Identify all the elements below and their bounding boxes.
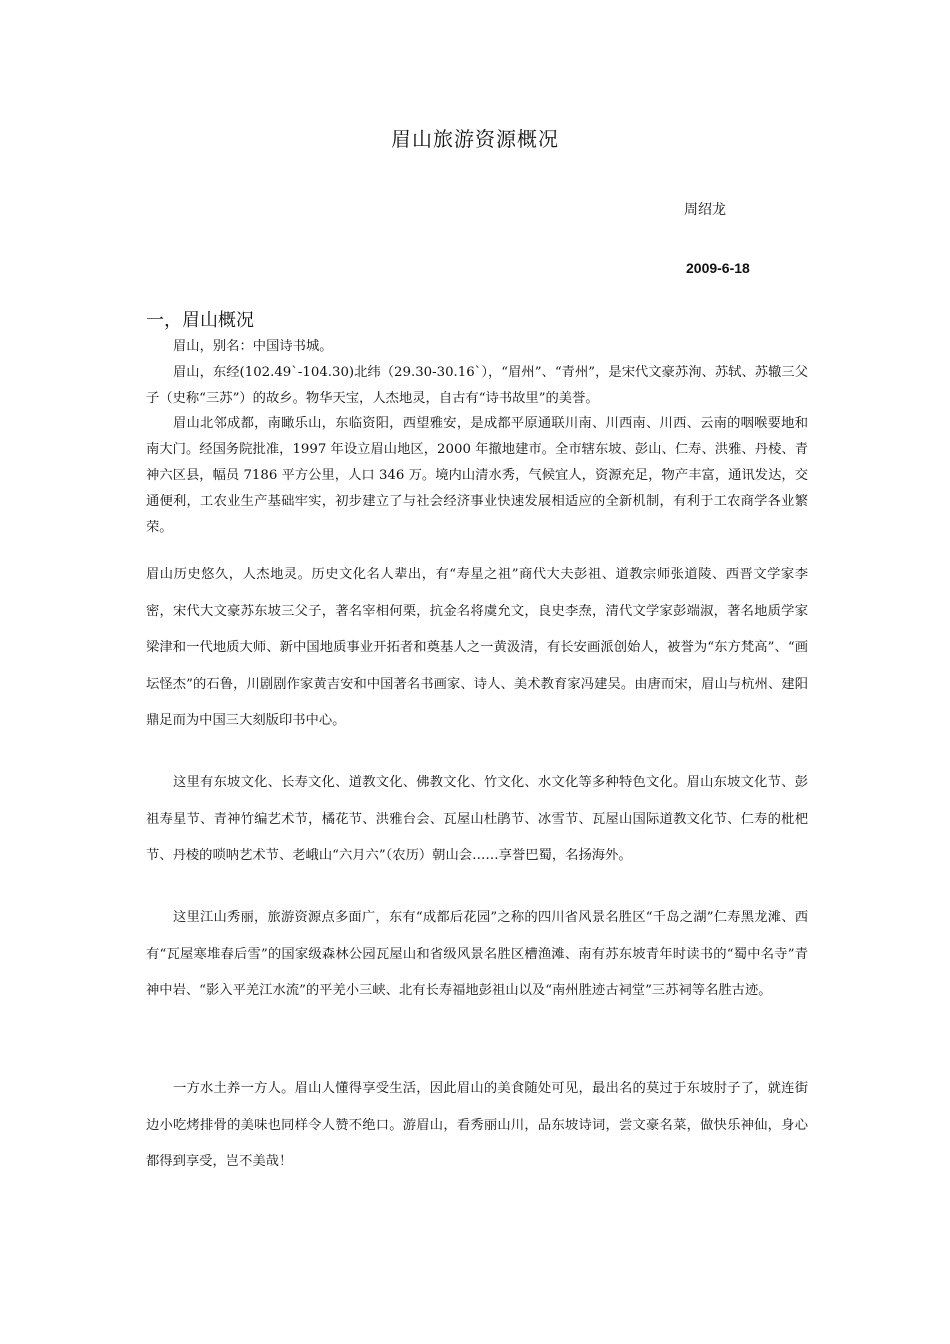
paragraph-food-text: 一方水土养一方人。眉山人懂得享受生活，因此眉山的美食随处可见，最出名的莫过于东坡肘子了，就连街边小吃烤排骨的美味也同样令人赞不绝口。游眉山，看秀丽山川，品东坡诗词，尝文豪名菜，做快乐神仙，身心都得到享受，岂不美哉！	[146, 1081, 808, 1170]
document-title: 眉山旅游资源概况	[391, 127, 559, 151]
paragraph-geography: 眉山北邻成都，南瞰乐山，东临资阳，西望雅安，是成都平原通联川南、川西南、川西、云南的咽喉要地和南大门。经国务院批准，1997 年设立眉山地区，2000 年撤地建市。全市辖东坡、彭山、仁寿、洪雅、丹棱、青神六区县，幅员 7186 平方公里，人口 346 万。境内山清水秀，气候宜人，资源充足，物产丰富，通讯发达，交通便利，工农业生产基础牢实，初步建立了与社会经济事业快速发展相适应的全新机制，有利于工农商学各业繁荣。	[146, 416, 808, 535]
author-name: 周绍龙	[684, 202, 726, 218]
paragraph-food	[146, 1071, 808, 1181]
paragraph-culture	[146, 765, 808, 875]
section-heading: 一，眉山概况	[146, 310, 254, 331]
paragraph-location: 眉山，东经(102.49`-104.30)北纬（29.30-30.16`），“眉州”、“青州”，是宋代文豪苏洵、苏轼、苏辙三父子（史称“三苏”）的故乡。物华天宝，人杰地灵，自古有“诗书故里”的美誉。	[146, 364, 808, 406]
paragraph-scenery	[146, 900, 808, 1010]
paragraph-alias: 眉山，别名：中国诗书城。	[173, 339, 333, 354]
paragraph-scenery-text: 这里江山秀丽，旅游资源点多面广，东有“成都后花园”之称的四川省风景名胜区“千岛之湖”仁寿黑龙滩、西有“瓦屋寒堆春后雪”的国家级森林公园瓦屋山和省级风景名胜区槽渔滩、南有苏东坡青年时读书的“蜀中名寺”青神中岩、“影入平羌江水流”的平羌小三峡、北有长寿福地彭祖山以及“南州胜迹古祠堂”三苏祠等名胜古迹。	[146, 910, 808, 999]
document-date: 2009-6-18	[686, 260, 750, 276]
paragraph-history-text: 眉山历史悠久，人杰地灵。历史文化名人辈出，有“寿星之祖”商代大夫彭祖、道教宗师张道陵、西晋文学家李密，宋代大文豪苏东坡三父子，著名宰相何栗，抗金名将虞允文，良史李焘，清代文学家彭端淑，著名地质学家梁津和一代地质大师、新中国地质事业开拓者和奠基人之一黄汲清，有长安画派创始人，被誉为“东方梵高”、“画坛怪杰”的石鲁，川剧剧作家黄吉安和中国著名书画家、诗人、美术教育家冯建吴。由唐而宋，眉山与杭州、建阳鼎足而为中国三大刻版印书中心。	[146, 567, 808, 729]
paragraph-history	[146, 557, 808, 740]
paragraph-culture-text: 这里有东坡文化、长寿文化、道教文化、佛教文化、竹文化、水文化等多种特色文化。眉山东坡文化节、彭祖寿星节、青神竹编艺术节，橘花节、洪雅台会、瓦屋山杜鹃节、冰雪节、瓦屋山国际道教文化节、仁寿的枇杷节、丹棱的唢呐艺术节、老峨山“六月六”（农历）朝山会……享誉巴蜀，名扬海外。	[146, 775, 808, 864]
intro-paragraphs	[146, 334, 808, 540]
